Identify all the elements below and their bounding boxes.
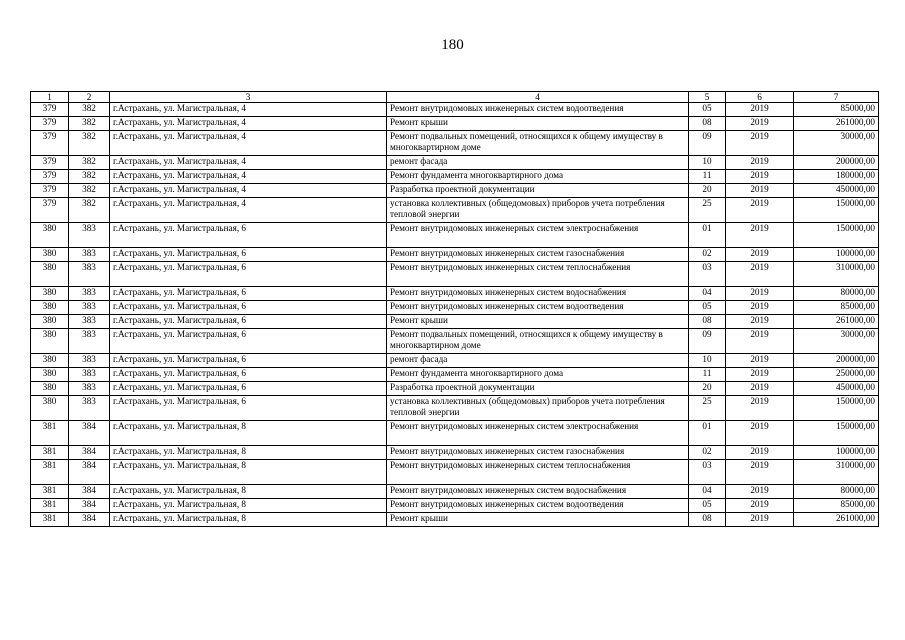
cell-work-code: 01 [689,223,726,248]
cell-cost: 85000,00 [794,301,879,315]
column-header-7: 7 [794,92,879,103]
cell-row-number: 379 [31,131,69,156]
cell-year: 2019 [726,301,794,315]
cell-work-code: 25 [689,396,726,421]
cell-row-number: 379 [31,117,69,131]
cell-row-number: 380 [31,354,69,368]
page-number: 180 [441,37,464,53]
cell-work-code: 01 [689,421,726,446]
cell-row-number: 381 [31,485,69,499]
cell-row-number: 380 [31,382,69,396]
table-row [31,421,879,446]
column-header-2: 2 [69,92,110,103]
column-header-4: 4 [387,92,689,103]
cell-row-number: 380 [31,248,69,262]
cell-work-code: 02 [689,446,726,460]
cell-building-id: 382 [69,156,110,170]
cell-building-id: 383 [69,329,110,354]
cell-row-number: 379 [31,198,69,223]
cell-row-number: 380 [31,223,69,248]
cell-address: г.Астрахань, ул. Магистральная, 6 [110,329,387,354]
cell-work-type: установка коллективных (общедомовых) приборов учета потребления тепловой энергии [387,198,689,223]
column-header-5: 5 [689,92,726,103]
cell-work-type: Ремонт внутридомовых инженерных систем водоснабжения [387,485,689,499]
cell-work-type: Ремонт внутридомовых инженерных систем теплоснабжения [387,262,689,287]
cell-year: 2019 [726,198,794,223]
cell-row-number: 381 [31,446,69,460]
cell-building-id: 382 [69,184,110,198]
cell-row-number: 380 [31,315,69,329]
cell-building-id: 384 [69,446,110,460]
cell-year: 2019 [726,103,794,117]
cell-row-number: 380 [31,329,69,354]
cell-cost: 261000,00 [794,315,879,329]
cell-row-number: 380 [31,287,69,301]
cell-address: г.Астрахань, ул. Магистральная, 6 [110,382,387,396]
cell-address: г.Астрахань, ул. Магистральная, 8 [110,499,387,513]
cell-row-number: 380 [31,301,69,315]
cell-address: г.Астрахань, ул. Магистральная, 4 [110,117,387,131]
cell-address: г.Астрахань, ул. Магистральная, 8 [110,460,387,485]
cell-year: 2019 [726,368,794,382]
table-row [31,248,879,262]
cell-cost: 30000,00 [794,131,879,156]
cell-year: 2019 [726,329,794,354]
cell-work-type: Ремонт фундамента многоквартирного дома [387,368,689,382]
cell-work-type: Ремонт внутридомовых инженерных систем водоснабжения [387,287,689,301]
cell-work-code: 04 [689,485,726,499]
cell-cost: 200000,00 [794,354,879,368]
cell-address: г.Астрахань, ул. Магистральная, 6 [110,315,387,329]
cell-year: 2019 [726,354,794,368]
cell-work-type: Ремонт крыши [387,315,689,329]
cell-cost: 310000,00 [794,262,879,287]
cell-work-code: 20 [689,382,726,396]
cell-year: 2019 [726,485,794,499]
cell-address: г.Астрахань, ул. Магистральная, 6 [110,396,387,421]
cell-building-id: 382 [69,103,110,117]
cell-cost: 450000,00 [794,184,879,198]
cell-year: 2019 [726,170,794,184]
table-row [31,103,879,117]
cell-row-number: 381 [31,421,69,446]
table-row [31,198,879,223]
cell-work-code: 20 [689,184,726,198]
cell-cost: 80000,00 [794,485,879,499]
table-row [31,287,879,301]
cell-row-number: 380 [31,396,69,421]
cell-cost: 200000,00 [794,156,879,170]
cell-work-code: 25 [689,198,726,223]
cell-building-id: 383 [69,301,110,315]
table-row [31,446,879,460]
cell-building-id: 384 [69,460,110,485]
cell-building-id: 384 [69,499,110,513]
cell-work-code: 05 [689,499,726,513]
table-row [31,329,879,354]
cell-cost: 450000,00 [794,382,879,396]
cell-work-code: 09 [689,131,726,156]
cell-work-type: Ремонт внутридомовых инженерных систем электроснабжения [387,421,689,446]
cell-row-number: 381 [31,513,69,527]
cell-year: 2019 [726,396,794,421]
cell-address: г.Астрахань, ул. Магистральная, 4 [110,198,387,223]
table-row [31,396,879,421]
cell-cost: 30000,00 [794,329,879,354]
cell-year: 2019 [726,248,794,262]
cell-year: 2019 [726,131,794,156]
cell-work-type: ремонт фасада [387,156,689,170]
cell-cost: 85000,00 [794,499,879,513]
cell-year: 2019 [726,223,794,248]
cell-work-type: Ремонт фундамента многоквартирного дома [387,170,689,184]
table-row [31,170,879,184]
cell-cost: 250000,00 [794,368,879,382]
cell-work-code: 11 [689,170,726,184]
cell-row-number: 381 [31,499,69,513]
cell-work-code: 02 [689,248,726,262]
cell-work-type: Ремонт крыши [387,513,689,527]
cell-address: г.Астрахань, ул. Магистральная, 6 [110,223,387,248]
table-row [31,513,879,527]
table-row [31,223,879,248]
table-header [31,92,879,103]
cell-address: г.Астрахань, ул. Магистральная, 4 [110,131,387,156]
table-row [31,382,879,396]
cell-building-id: 383 [69,248,110,262]
cell-address: г.Астрахань, ул. Магистральная, 4 [110,170,387,184]
cell-year: 2019 [726,460,794,485]
cell-work-type: Разработка проектной документации [387,184,689,198]
cell-building-id: 383 [69,315,110,329]
cell-work-type: Ремонт внутридомовых инженерных систем газоснабжения [387,446,689,460]
cell-building-id: 383 [69,223,110,248]
cell-work-code: 09 [689,329,726,354]
cell-address: г.Астрахань, ул. Магистральная, 4 [110,184,387,198]
cell-year: 2019 [726,184,794,198]
cell-work-type: Ремонт внутридомовых инженерных систем теплоснабжения [387,460,689,485]
cell-year: 2019 [726,499,794,513]
cell-year: 2019 [726,382,794,396]
cell-cost: 85000,00 [794,103,879,117]
cell-cost: 100000,00 [794,446,879,460]
cell-address: г.Астрахань, ул. Магистральная, 6 [110,262,387,287]
cell-building-id: 382 [69,198,110,223]
column-header-6: 6 [726,92,794,103]
table-row [31,184,879,198]
cell-address: г.Астрахань, ул. Магистральная, 8 [110,446,387,460]
cell-work-code: 03 [689,262,726,287]
repair-schedule-table [30,91,879,527]
cell-cost: 150000,00 [794,421,879,446]
cell-row-number: 379 [31,156,69,170]
table-row [31,354,879,368]
cell-year: 2019 [726,117,794,131]
cell-building-id: 383 [69,354,110,368]
cell-address: г.Астрахань, ул. Магистральная, 8 [110,421,387,446]
table-row [31,117,879,131]
cell-work-code: 08 [689,315,726,329]
table-row [31,131,879,156]
cell-address: г.Астрахань, ул. Магистральная, 6 [110,354,387,368]
cell-work-type: Ремонт внутридомовых инженерных систем электроснабжения [387,223,689,248]
cell-work-type: Ремонт внутридомовых инженерных систем газоснабжения [387,248,689,262]
cell-work-type: Ремонт подвальных помещений, относящихся к общему имуществу в многоквартирном доме [387,131,689,156]
cell-work-type: Ремонт внутридомовых инженерных систем водоотведения [387,301,689,315]
cell-row-number: 379 [31,170,69,184]
cell-work-code: 05 [689,103,726,117]
cell-cost: 310000,00 [794,460,879,485]
cell-address: г.Астрахань, ул. Магистральная, 4 [110,103,387,117]
cell-year: 2019 [726,315,794,329]
cell-address: г.Астрахань, ул. Магистральная, 4 [110,156,387,170]
table-row [31,499,879,513]
cell-building-id: 384 [69,513,110,527]
header-row [31,92,879,103]
cell-year: 2019 [726,262,794,287]
cell-building-id: 383 [69,382,110,396]
cell-building-id: 384 [69,485,110,499]
cell-address: г.Астрахань, ул. Магистральная, 8 [110,513,387,527]
cell-work-code: 08 [689,117,726,131]
table-row [31,485,879,499]
table-row [31,156,879,170]
cell-cost: 100000,00 [794,248,879,262]
cell-cost: 150000,00 [794,396,879,421]
cell-row-number: 379 [31,184,69,198]
cell-building-id: 382 [69,170,110,184]
cell-row-number: 381 [31,460,69,485]
cell-year: 2019 [726,446,794,460]
cell-work-type: Ремонт крыши [387,117,689,131]
cell-building-id: 383 [69,368,110,382]
cell-work-type: Разработка проектной документации [387,382,689,396]
cell-work-code: 10 [689,354,726,368]
cell-year: 2019 [726,287,794,301]
cell-row-number: 380 [31,262,69,287]
cell-row-number: 380 [31,368,69,382]
cell-cost: 261000,00 [794,117,879,131]
cell-cost: 261000,00 [794,513,879,527]
cell-cost: 80000,00 [794,287,879,301]
table-row [31,460,879,485]
table-body [31,103,879,527]
table-row [31,368,879,382]
cell-work-code: 03 [689,460,726,485]
cell-work-type: установка коллективных (общедомовых) приборов учета потребления тепловой энергии [387,396,689,421]
cell-row-number: 379 [31,103,69,117]
cell-cost: 150000,00 [794,223,879,248]
cell-work-type: Ремонт подвальных помещений, относящихся к общему имуществу в многоквартирном доме [387,329,689,354]
column-header-3: 3 [110,92,387,103]
cell-address: г.Астрахань, ул. Магистральная, 8 [110,485,387,499]
cell-cost: 150000,00 [794,198,879,223]
cell-building-id: 383 [69,262,110,287]
cell-address: г.Астрахань, ул. Магистральная, 6 [110,287,387,301]
cell-work-type: Ремонт внутридомовых инженерных систем водоотведения [387,499,689,513]
table-row [31,262,879,287]
cell-building-id: 382 [69,131,110,156]
cell-building-id: 382 [69,117,110,131]
cell-work-code: 05 [689,301,726,315]
cell-year: 2019 [726,513,794,527]
cell-address: г.Астрахань, ул. Магистральная, 6 [110,368,387,382]
cell-work-type: Ремонт внутридомовых инженерных систем водоотведения [387,103,689,117]
cell-building-id: 384 [69,421,110,446]
cell-year: 2019 [726,156,794,170]
table-row [31,315,879,329]
cell-year: 2019 [726,421,794,446]
cell-work-type: ремонт фасада [387,354,689,368]
cell-cost: 180000,00 [794,170,879,184]
cell-address: г.Астрахань, ул. Магистральная, 6 [110,301,387,315]
cell-work-code: 08 [689,513,726,527]
table-row [31,301,879,315]
cell-work-code: 11 [689,368,726,382]
column-header-1: 1 [31,92,69,103]
cell-building-id: 383 [69,396,110,421]
cell-address: г.Астрахань, ул. Магистральная, 6 [110,248,387,262]
cell-work-code: 04 [689,287,726,301]
cell-work-code: 10 [689,156,726,170]
cell-building-id: 383 [69,287,110,301]
